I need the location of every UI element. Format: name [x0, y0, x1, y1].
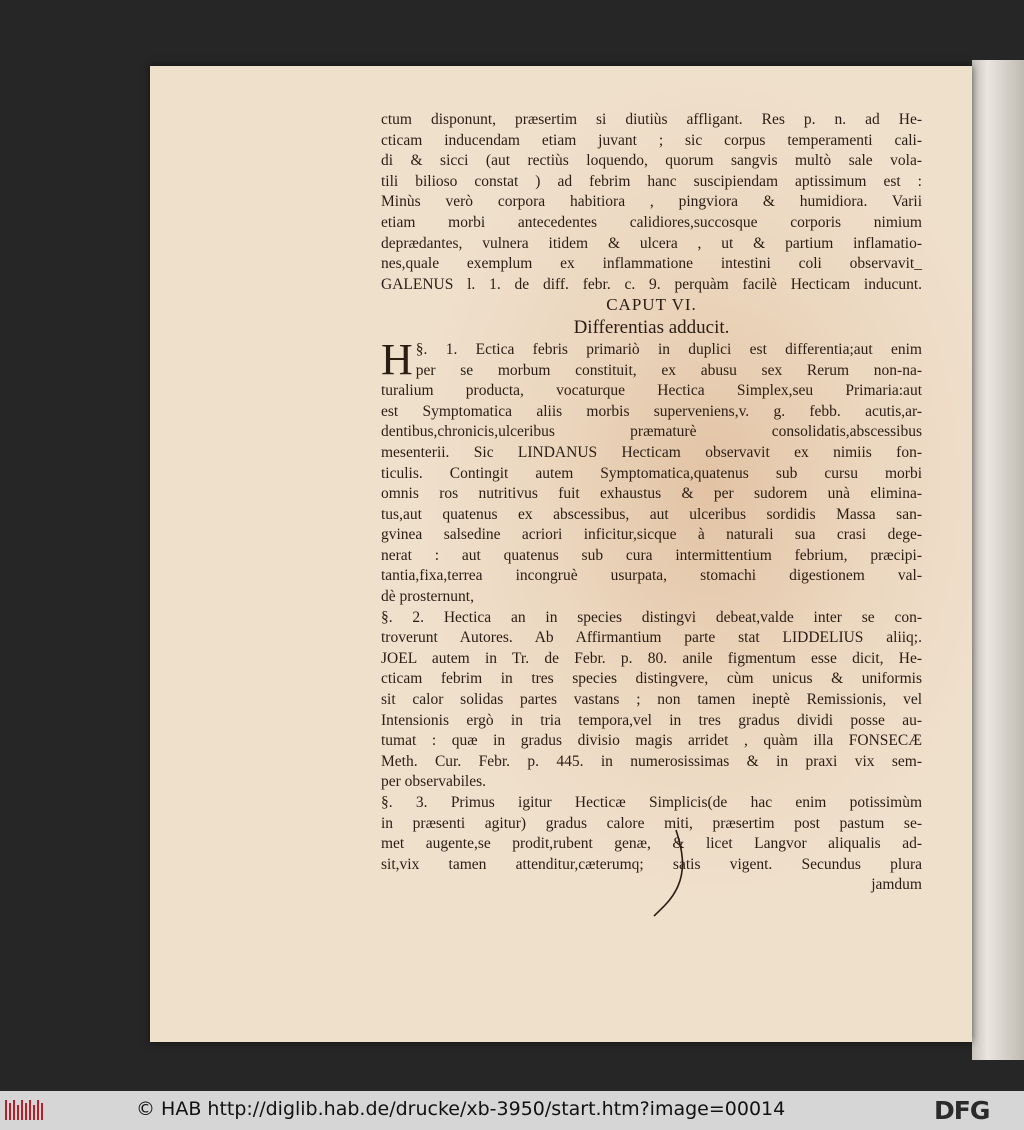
text-line: sit calor solidas partes vastans ; non tamen ineptè Remissionis, vel — [381, 691, 922, 709]
text-line: in præsenti agitur) gradus calore miti, præsertim post pastum se- — [381, 814, 922, 832]
text-line: mesenterii. Sic LINDANUS Hecticam observavit ex nimiis fon- — [381, 443, 922, 461]
text-line: Minùs verò corpora habitiora , pingviora & humidiora. Varii — [381, 193, 922, 211]
text-line: omnis ros nutritivus fuit exhaustus & per sudorem unà elimina- — [381, 485, 922, 503]
adjacent-page-edge — [972, 60, 1024, 1060]
text-line: ticulis. Contingit autem Symptomatica,quatenus sub cursu morbi — [381, 464, 922, 482]
text-line: troverunt Autores. Ab Affirmantium parte stat LIDDELIUS aliiq;. — [381, 629, 922, 647]
text-line: est Symptomatica aliis morbis superveniens,v. g. febb. acutis,ar- — [381, 402, 922, 420]
text-line: met augente,se prodit,rubent genæ, & licet Langvor aliqualis ad- — [381, 835, 922, 853]
text-line: §. 3. Primus igitur Hecticæ Simplicis(de hac enim potissimùm — [381, 794, 922, 811]
text-line: tumat : quæ in gradus divisio magis arridet , quàm illa FONSECÆ — [381, 732, 922, 750]
drop-cap-letter: H — [381, 334, 413, 384]
text-line: cticam inducendam etiam juvant ; sic corpus temperamenti cali- — [381, 131, 922, 149]
text-line: §. 1. Ectica febris primariò in duplici est differentia;aut enim — [415, 340, 922, 358]
text-line: ctum disponunt, præsertim si diutiùs affligant. Res p. n. ad He- — [381, 111, 922, 128]
text-line: etiam morbi antecedentes calidiores,succosque corporis nimium — [381, 213, 922, 231]
catchword: jamdum — [871, 876, 922, 894]
dfg-logo: DFG — [934, 1096, 990, 1125]
copyright-url-text[interactable]: © HAB http://diglib.hab.de/drucke/xb-3950/start.htm?image=00014 — [136, 1098, 786, 1120]
text-line: nes,quale exemplum ex inflammatione intestini coli observavit_ — [381, 255, 922, 273]
text-line: sit,vix tamen attenditur,cæterumq; satis vigent. Secundus plura — [381, 855, 922, 873]
footer-bar — [0, 1091, 1024, 1130]
chapter-title: CAPUT VI. — [606, 295, 697, 315]
paragraph-2 — [381, 608, 922, 793]
text-line: dentibus,chronicis,ulceribus præmaturè consolidatis,abscessibus — [381, 423, 922, 441]
text-line: tantia,fixa,terrea incongruè usurpata, stomachi digestionem val- — [381, 567, 922, 585]
text-line: nerat : aut quatenus sub cura intermittentium febrium, præcipi- — [381, 546, 922, 564]
text-line: tus,aut quatenus ex abscessibus, aut ulceribus sordidis Massa san- — [381, 505, 922, 523]
text-line: per observabiles. — [381, 773, 487, 791]
text-line: per se morbum constituit, ex abusu sex Rerum non-na- — [415, 361, 922, 379]
text-line: di & sicci (aut rectiùs loquendo, quorum sangvis multò sale vola- — [381, 152, 922, 170]
hab-logo-icon — [4, 1097, 46, 1123]
chapter-subtitle: Differentias adducit. — [573, 316, 730, 338]
pen-stroke-mark — [648, 828, 688, 918]
text-line: deprædantes, vulnera itidem & ulcera , ut & partium inflamatio- — [381, 234, 922, 252]
text-line: dè prosternunt, — [381, 588, 474, 606]
text-line: tili bilioso constat ) ad febrim hanc suscipiendam aptissimum est : — [381, 172, 922, 190]
text-line: turalium producta, vocaturque Hectica Simplex,seu Primaria:aut — [381, 382, 922, 400]
text-line: JOEL autem in Tr. de Febr. p. 80. anile figmentum esse dicit, He- — [381, 649, 922, 667]
opening-paragraph — [381, 110, 922, 295]
paragraph-1 — [381, 334, 922, 608]
text-line: §. 2. Hectica an in species distingvi debeat,valde inter se con- — [381, 608, 922, 626]
text-line: GALENUS l. 1. de diff. febr. c. 9. perquàm facilè Hecticam inducunt. — [381, 275, 922, 293]
page-text — [381, 110, 922, 896]
text-line: gvinea salsedine acriori inficitur,sicque à naturali sua crasi dege- — [381, 526, 922, 544]
text-line: Intensionis ergò in tria tempora,vel in tres gradus dividi posse au- — [381, 711, 922, 729]
text-line: Meth. Cur. Febr. p. 445. in numerosissimas & in praxi vix sem- — [381, 752, 922, 770]
text-line: cticam febrim in tres species distingvere, cùm unicus & uniformis — [381, 670, 922, 688]
